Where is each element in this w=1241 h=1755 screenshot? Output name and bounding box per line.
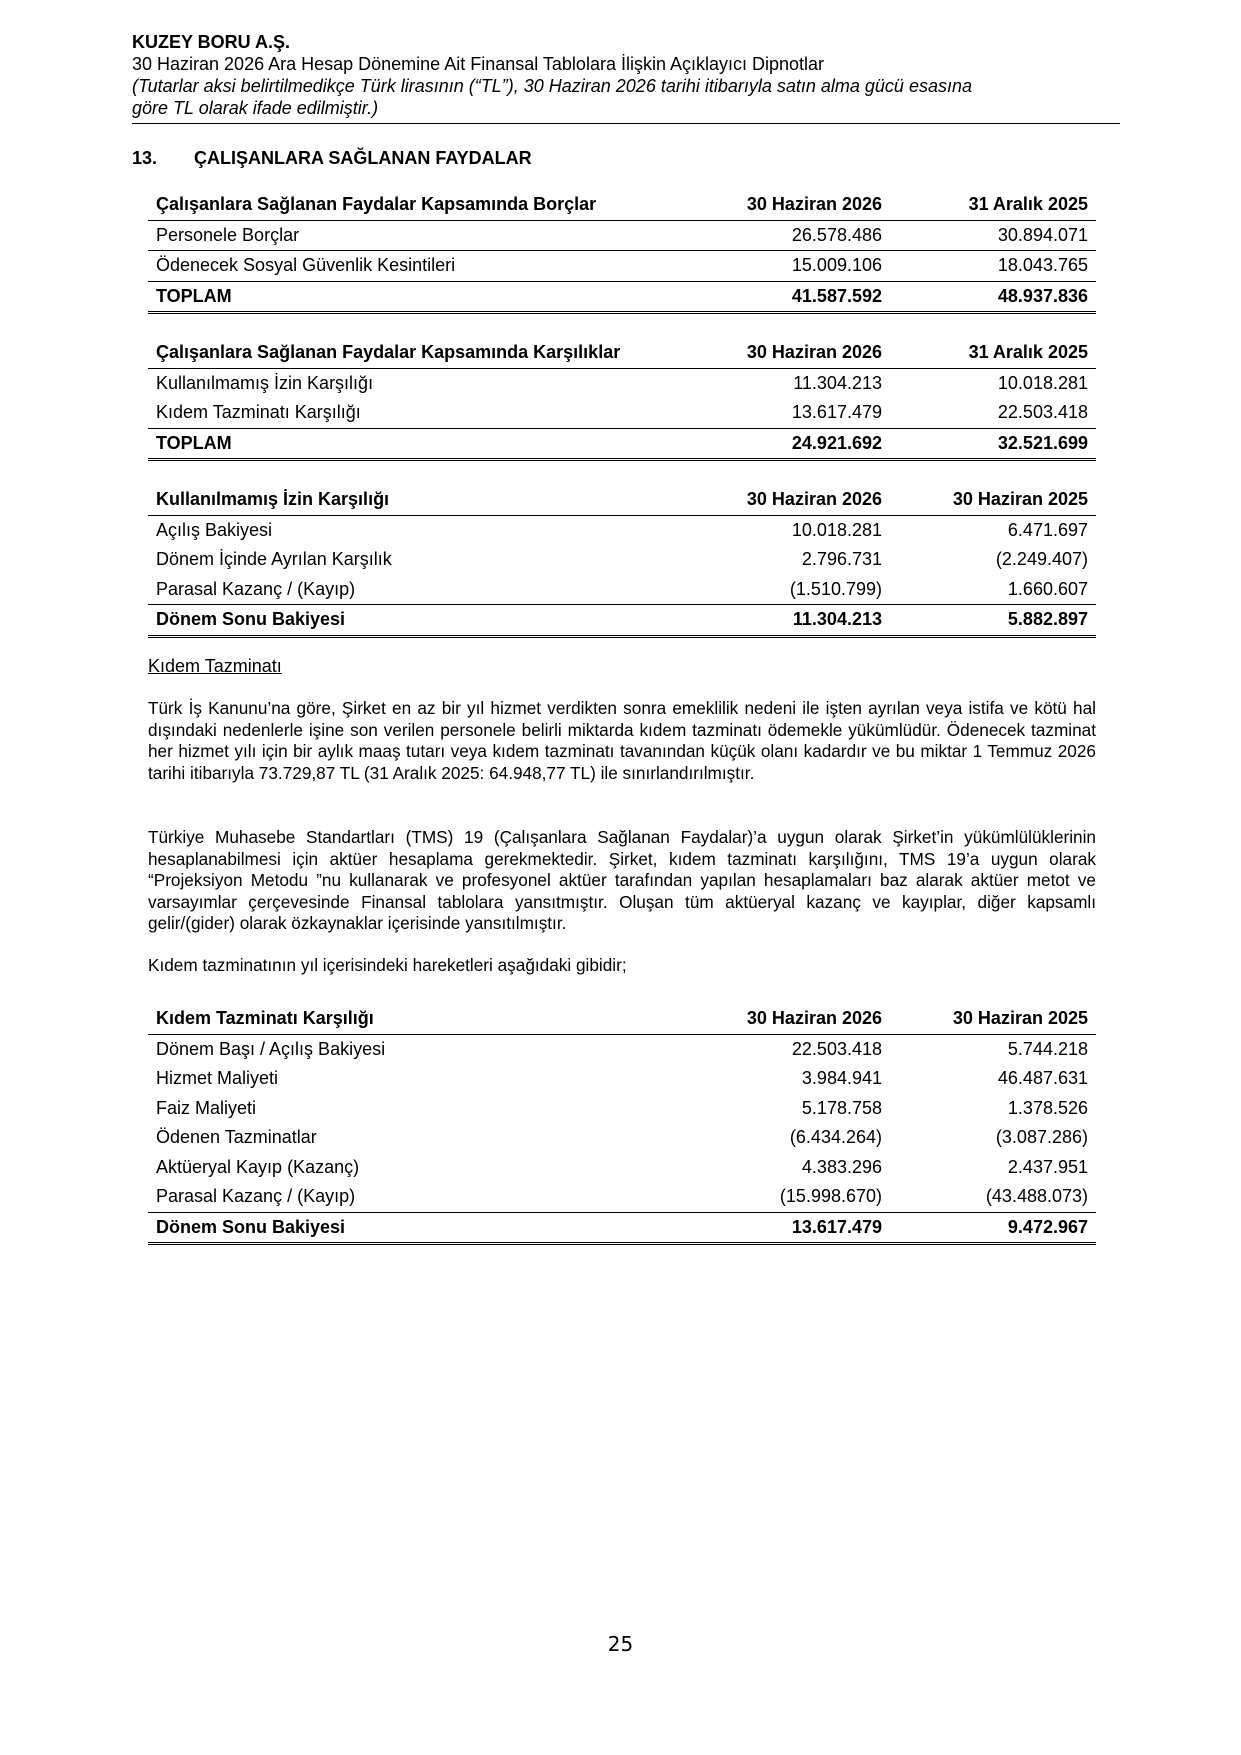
total-value-2025: 48.937.836	[890, 281, 1096, 313]
row-value-2025: (2.249.407)	[995, 549, 1088, 570]
table-row	[148, 1064, 1096, 1094]
header-note-line2: göre TL olarak ifade edilmiştir.)	[132, 98, 379, 118]
table-row	[148, 545, 1096, 575]
table-kidem-col2: 30 Haziran 2025	[890, 1004, 1096, 1034]
table-kidem-title: Kıdem Tazminatı Karşılığı	[148, 1004, 704, 1034]
document-header	[132, 31, 1120, 119]
kidem-paragraph-1: Türk İş Kanunu’na göre, Şirket en az bir yıl hizmet verdikten sonra emeklilik nedeni ile işten ayrılan veya istifa ve kötü hal dışındaki nedenlerle işine son verilen personele belirli miktarda kıdem tazminatı ödemekle yükümlüdür. Ödenecek tazminat her hizmet yılı için bir aylık maaş tutarı veya kıdem tazminatı tavanından küçük olanı kadardır ve bu miktar 1 Temmuz 2026 tarihi itibarıyla 73.729,87 TL (31 Aralık 2025: 64.948,77 TL) ile sınırlandırılmıştır.	[148, 698, 1096, 783]
table-row	[148, 515, 1096, 545]
row-value-2025: 1.660.607	[890, 575, 1096, 605]
row-value-2026: 26.578.486	[704, 220, 890, 251]
kidem-subheading: Kıdem Tazminatı	[148, 656, 282, 676]
row-value-2025: 30.894.071	[890, 220, 1096, 251]
table-row	[148, 1153, 1096, 1183]
table-row	[148, 1034, 1096, 1064]
total-value-2025: 9.472.967	[890, 1212, 1096, 1244]
section-number: 13.	[132, 148, 158, 168]
row-value-2026: 3.984.941	[801, 1068, 882, 1089]
total-row	[148, 281, 1096, 313]
row-label: Aktüeryal Kayıp (Kazanç)	[156, 1156, 360, 1177]
section-title	[132, 148, 532, 169]
row-value-2026: 10.018.281	[791, 519, 882, 540]
table-izin-col2: 30 Haziran 2025	[890, 485, 1096, 515]
row-label: Parasal Kazanç / (Kayıp)	[148, 1182, 704, 1212]
table-izin-col1: 30 Haziran 2026	[704, 485, 890, 515]
row-value-2026: 22.503.418	[791, 1038, 882, 1059]
section-title-text: ÇALIŞANLARA SAĞLANAN FAYDALAR	[194, 148, 532, 168]
total-label: Dönem Sonu Bakiyesi	[148, 605, 704, 637]
row-label: Parasal Kazanç / (Kayıp)	[148, 575, 704, 605]
total-row	[148, 428, 1096, 460]
row-value-2025: 10.018.281	[997, 372, 1088, 393]
table-row	[148, 220, 1096, 251]
row-label: Açılış Bakiyesi	[156, 519, 273, 540]
row-label: Personele Borçlar	[148, 220, 704, 251]
total-label: TOPLAM	[148, 281, 704, 313]
total-label: TOPLAM	[148, 428, 704, 460]
total-row	[148, 1212, 1096, 1244]
row-value-2025: 22.503.418	[890, 398, 1096, 428]
table-izin-title: Kullanılmamış İzin Karşılığı	[148, 485, 704, 515]
table-kidem-col1: 30 Haziran 2026	[704, 1004, 890, 1034]
row-label: Ödenen Tazminatlar	[156, 1127, 317, 1148]
row-label: Faiz Maliyeti	[156, 1097, 257, 1118]
table-karsiliklar	[148, 338, 1096, 461]
total-value-2025: 32.521.699	[890, 428, 1096, 460]
table-karsiliklar-col2: 31 Aralık 2025	[890, 338, 1096, 368]
total-value-2026: 13.617.479	[704, 1212, 890, 1244]
total-value-2025: 5.882.897	[890, 605, 1096, 637]
table-izin-karsiligi	[148, 485, 1096, 638]
row-value-2026: 13.617.479	[704, 398, 890, 428]
row-label: Ödenecek Sosyal Güvenlik Kesintileri	[148, 251, 704, 282]
row-value-2026: 4.383.296	[801, 1156, 882, 1177]
row-value-2026: 5.178.758	[801, 1097, 882, 1118]
kidem-paragraph-2: Türkiye Muhasebe Standartları (TMS) 19 (Çalışanlara Sağlanan Faydalar)’a uygun olarak Şirket’in yükümlülüklerinin hesaplanabilmesi için aktüer hesaplama gerekmektedir. Şirket, kıdem tazminatı karşılığını, TMS 19’a uygun olarak “Projeksiyon Metodu ”nu kullanarak ve profesyonel aktüer tarafından yapılan hesaplamaları baz alarak aktüer metot ve varsayımlar çerçevesinde Finansal tablolara yansıtmıştır. Oluşan tüm aktüeryal kazanç ve kayıplar, diğer kapsamlı gelir/(gider) olarak özkaynaklar içerisinde yansıtılmıştır.	[148, 827, 1096, 934]
row-label: Dönem İçinde Ayrılan Karşılık	[156, 549, 392, 570]
table-borclar	[148, 190, 1096, 314]
row-label: Dönem Başı / Açılış Bakiyesi	[156, 1038, 386, 1059]
page-number: 25	[607, 1632, 634, 1656]
company-name: KUZEY BORU A.Ş.	[132, 32, 291, 52]
row-value-2025: 46.487.631	[997, 1068, 1088, 1089]
table-karsiliklar-col1: 30 Haziran 2026	[704, 338, 890, 368]
row-label: Kıdem Tazminatı Karşılığı	[148, 398, 704, 428]
table-row	[148, 1182, 1096, 1212]
row-value-2025: 18.043.765	[890, 251, 1096, 282]
row-value-2026: 11.304.213	[793, 372, 882, 393]
table-row	[148, 368, 1096, 398]
row-value-2026: 2.796.731	[801, 549, 882, 570]
table-row	[148, 1094, 1096, 1124]
total-value-2026: 41.587.592	[704, 281, 890, 313]
header-divider	[132, 123, 1120, 124]
table-row	[148, 575, 1096, 605]
table-row	[148, 251, 1096, 282]
row-value-2025: 6.471.697	[1007, 519, 1088, 540]
header-note-line1: (Tutarlar aksi belirtilmedikçe Türk lirasının (“TL”), 30 Haziran 2026 tarihi itibarıyla satın alma gücü esasına	[132, 76, 972, 96]
row-value-2025: 5.744.218	[1007, 1038, 1088, 1059]
row-value-2026: (1.510.799)	[704, 575, 890, 605]
table-row	[148, 398, 1096, 428]
table-borclar-col1: 30 Haziran 2026	[704, 190, 890, 220]
row-value-2026: (15.998.670)	[704, 1182, 890, 1212]
total-value-2026: 11.304.213	[704, 605, 890, 637]
row-label: Kullanılmamış İzin Karşılığı	[156, 372, 374, 393]
row-value-2025: (3.087.286)	[995, 1127, 1088, 1148]
table-borclar-col2: 31 Aralık 2025	[890, 190, 1096, 220]
kidem-paragraph-3: Kıdem tazminatının yıl içerisindeki hareketleri aşağıdaki gibidir;	[148, 955, 627, 975]
header-subtitle: 30 Haziran 2026 Ara Hesap Dönemine Ait Finansal Tablolara İlişkin Açıklayıcı Dipnotlar	[132, 54, 825, 74]
table-borclar-title: Çalışanlara Sağlanan Faydalar Kapsamında Borçlar	[148, 190, 704, 220]
row-value-2025: 2.437.951	[1007, 1156, 1088, 1177]
table-row	[148, 1123, 1096, 1153]
row-value-2025: 1.378.526	[1007, 1097, 1088, 1118]
table-karsiliklar-title: Çalışanlara Sağlanan Faydalar Kapsamında Karşılıklar	[148, 338, 704, 368]
row-label: Hizmet Maliyeti	[156, 1068, 279, 1089]
row-value-2025: (43.488.073)	[890, 1182, 1096, 1212]
row-value-2026: (6.434.264)	[789, 1127, 882, 1148]
total-value-2026: 24.921.692	[704, 428, 890, 460]
total-label: Dönem Sonu Bakiyesi	[148, 1212, 704, 1244]
total-row	[148, 605, 1096, 637]
row-value-2026: 15.009.106	[704, 251, 890, 282]
table-kidem-karsiligi	[148, 1004, 1096, 1245]
